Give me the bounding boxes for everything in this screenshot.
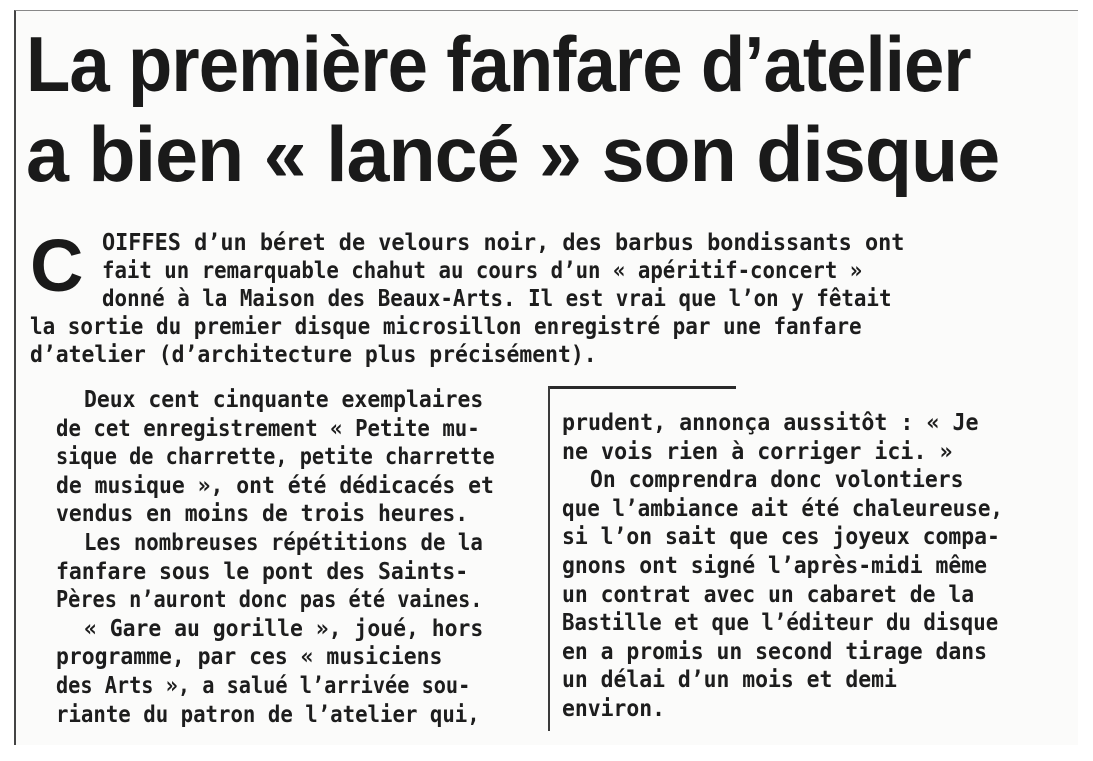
right-column-line: ne vois rien à corriger ici. » — [562, 438, 953, 465]
left-column-line: Pères n’auront donc pas été vaines. — [56, 587, 483, 614]
headline-line-1: La première fanfare d’atelier — [26, 20, 971, 108]
lead-line: donné à la Maison des Beaux-Arts. Il est vrai que l’on y fêtait — [102, 286, 892, 312]
left-column-line: riante du patron de l’atelier qui, — [56, 701, 480, 728]
left-column-line: de cet enregistrement « Petite mu- — [56, 415, 480, 442]
right-column-line: que l’ambiance ait été chaleureuse, — [562, 495, 1004, 522]
right-column-line: si l’on sait que ces joyeux compa- — [562, 524, 1000, 551]
lead-line: la sortie du premier disque microsillon enregistré par une fanfare — [30, 314, 862, 340]
lead-line: d’atelier (d’architecture plus précisément). — [30, 342, 597, 368]
headline-line-2: a bien « lancé » son disque — [26, 110, 1000, 198]
left-column — [56, 386, 556, 729]
right-column-line: en a promis un second tirage dans — [562, 638, 987, 665]
left-column-line: fanfare sous le pont des Saints- — [56, 558, 469, 585]
drop-cap: C — [30, 224, 84, 307]
left-column-line: Les nombreuses répétitions de la — [84, 529, 483, 556]
right-column-line: prudent, annonça aussitôt : « Je — [562, 410, 979, 436]
lead-line: OIFFES d’un béret de velours noir, des barbus bondissants ont — [102, 230, 905, 256]
left-column-line: programme, par ces « musiciens — [56, 644, 443, 671]
newspaper-clipping — [14, 10, 1078, 745]
column-top-rule — [550, 386, 736, 389]
left-column-line: de musique », ont été dédicacés et — [56, 472, 494, 499]
right-column-line: un contrat avec un cabaret de la — [562, 581, 975, 608]
left-column-line: des Arts », a salué l’arrivée sou- — [56, 672, 471, 699]
left-column-line: « Gare au gorille », joué, hors — [84, 615, 484, 642]
right-column-line: On comprendra donc volontiers — [590, 467, 964, 494]
right-column-line: gnons ont signé l’après-midi même — [562, 552, 987, 579]
left-column-line: sique de charrette, petite charrette — [56, 444, 495, 471]
right-column-line: Bastille et que l’éditeur du disque — [562, 610, 999, 637]
right-column-line: un délai d’un mois et demi — [562, 667, 897, 694]
left-column-line: Deux cent cinquante exemplaires — [84, 387, 484, 413]
right-column — [562, 409, 1072, 724]
right-column-line: environ. — [562, 695, 666, 722]
lead-line: fait un remarquable chahut au cours d’un « apéritif-concert » — [102, 258, 863, 284]
lead-paragraph — [30, 224, 1078, 369]
left-column-line: vendus en moins de trois heures. — [56, 501, 469, 528]
